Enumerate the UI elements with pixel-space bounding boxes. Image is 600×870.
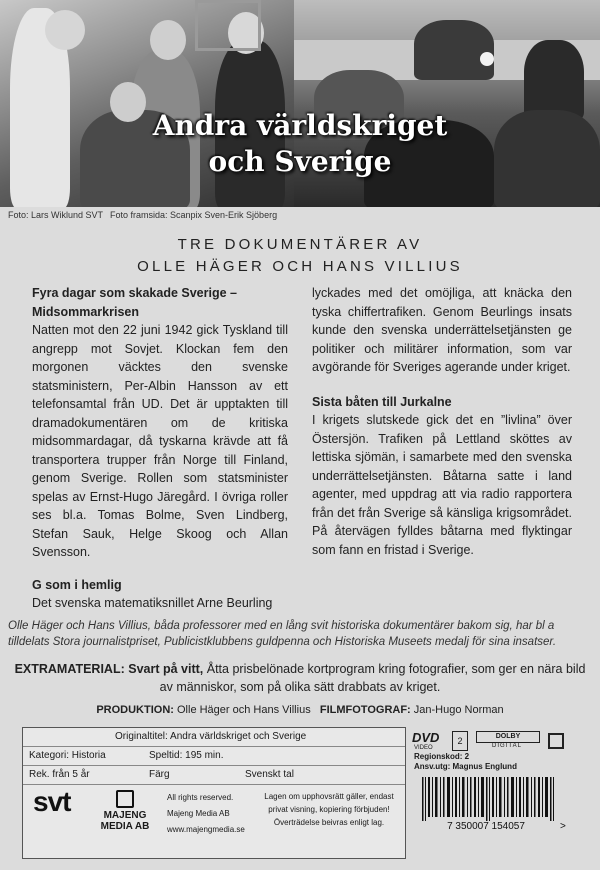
company-website: www.majengmedia.se <box>167 825 245 834</box>
heading-line2: OLLE HÄGER OCH HANS VILLIUS <box>137 258 463 275</box>
production-label: PRODUKTION: <box>96 704 174 716</box>
original-title: Originaltitel: Andra världskriget och Sverige <box>115 731 307 742</box>
cover-title <box>150 108 450 180</box>
photo-credit-right: Foto framsida: Scanpix Sven-Erik Sjöberg <box>110 210 278 220</box>
photographer-label: FILMFOTOGRAF: <box>319 704 411 716</box>
format-icon <box>548 733 564 749</box>
rights-text: All rights reserved. <box>167 793 234 802</box>
photo-credit-left: Foto: Lars Wiklund SVT <box>8 210 104 220</box>
legal-text: Lagen om upphovsrätt gäller, endast privat visning, kopiering förbjuden! Överträdelse beivras enligt lag. <box>264 792 394 827</box>
runtime: Speltid: 195 min. <box>149 750 224 761</box>
majeng-logo <box>95 790 155 832</box>
publisher: Ansv.utg: Magnus Englund <box>414 762 517 771</box>
production-credits <box>8 704 592 716</box>
section1-text: Natten mot den 22 juni 1942 gick Tyskland till angrepp mot Sovjet. Klockan fem den morgonen väcktes den svenske statsministern, Per-Albin Hansson av ett telefonsamtal från UD. Det är upptakten till dramadokumentären om de kritiska midsommardagar, då tyskarna krävde att få transportera trupper från Norge till Finland, genom Sverige. Rollen som statsminister spelas av Ernst-Hugo Järegård. I övriga roller ses bl.a. Tomas Bolme, Sven Lindberg, Stefan Sauk, Helge Skoog och Allan Svensson. <box>32 323 288 559</box>
extra-title: Svart på vitt, <box>128 662 204 676</box>
authors-note: Olle Häger och Hans Villius, båda professorer med en lång svit historiska dokumentärer bakom sig, har bl a tilldelats Stora journalistpriset, Publicistklubbens guldpenna och Historiska Museets medalj för sina insatser. <box>8 620 557 648</box>
majeng-line1: MAJENG <box>103 810 147 821</box>
section1-title: Fyra dagar som skakade Sverige – Midsommarkrisen <box>32 286 237 319</box>
svg-text:>: > <box>560 821 566 831</box>
section3-title: Sista båten till Jurkalne <box>312 394 452 409</box>
barcode-number: 7 350007 154057 <box>447 821 525 831</box>
heading-line1: TRE DOKUMENTÄRER AV <box>177 236 423 253</box>
dvd-video-label: VIDEO <box>414 745 433 751</box>
barcode <box>416 777 568 831</box>
section2-title: G som i hemlig <box>32 577 122 592</box>
production-value: Olle Häger och Hans Villius <box>177 704 311 716</box>
color-info: Färg <box>149 769 170 780</box>
age-rating: Rek. från 5 år <box>29 769 90 780</box>
cover-title-line2: och Sverige <box>208 145 392 178</box>
left-column <box>32 284 288 613</box>
svt-logo: svt <box>33 786 71 817</box>
dvd-logo: DVD <box>412 730 440 745</box>
section2-text-start: Det svenska matematiksnillet Arne Beurling <box>32 596 273 610</box>
cover-title-line1: Andra världskriget <box>152 109 448 142</box>
extra-text: Åtta prisbelönade kortprogram kring fotografier, som ger en nära bild av människor, som på olika sätt drabbats av kriget. <box>159 662 586 694</box>
section3-text: I krigets slutskede gick det en ”livlina” över Östersjön. Trafiken på Lettland sköttes av lettiska sjömän, i samarbete med den svenska underrättelsetjänsten. Båtarna satte i land agenter, med uppdrag att via radio rapportera från det från Sverige så känsliga krigsområdet. På återvägen fylldes båtarna med flyktingar som fann en fristad i Sverige. <box>312 413 572 557</box>
right-column <box>312 284 572 559</box>
region-code: Regionskod: 2 <box>414 752 470 761</box>
extra-material <box>8 660 592 696</box>
dolby-logo: DOLBY <box>476 731 540 743</box>
company-name: Majeng Media AB <box>167 809 230 818</box>
dolby-digital-label: DIGITAL <box>492 743 522 749</box>
language-info: Svenskt tal <box>245 769 294 780</box>
extra-label: EXTRAMATERIAL: <box>14 662 125 676</box>
info-box <box>22 727 406 859</box>
section2-text-cont: lyckades med det omöjliga, att knäcka den tyska chiffertrafiken. Genom Beurlings insats kunde den svenska underrättelsetjänsten ge politiker och militärer information, som var avgörande för Sveriges agerande under kriget. <box>312 286 572 374</box>
majeng-line2: MEDIA AB <box>100 821 150 832</box>
region-badge: 2 <box>452 731 468 751</box>
disc-info <box>406 727 578 857</box>
photographer-value: Jan-Hugo Norman <box>413 704 504 716</box>
cover-photo-strip <box>0 0 600 207</box>
category: Kategori: Historia <box>29 750 106 761</box>
company-info <box>167 790 245 838</box>
